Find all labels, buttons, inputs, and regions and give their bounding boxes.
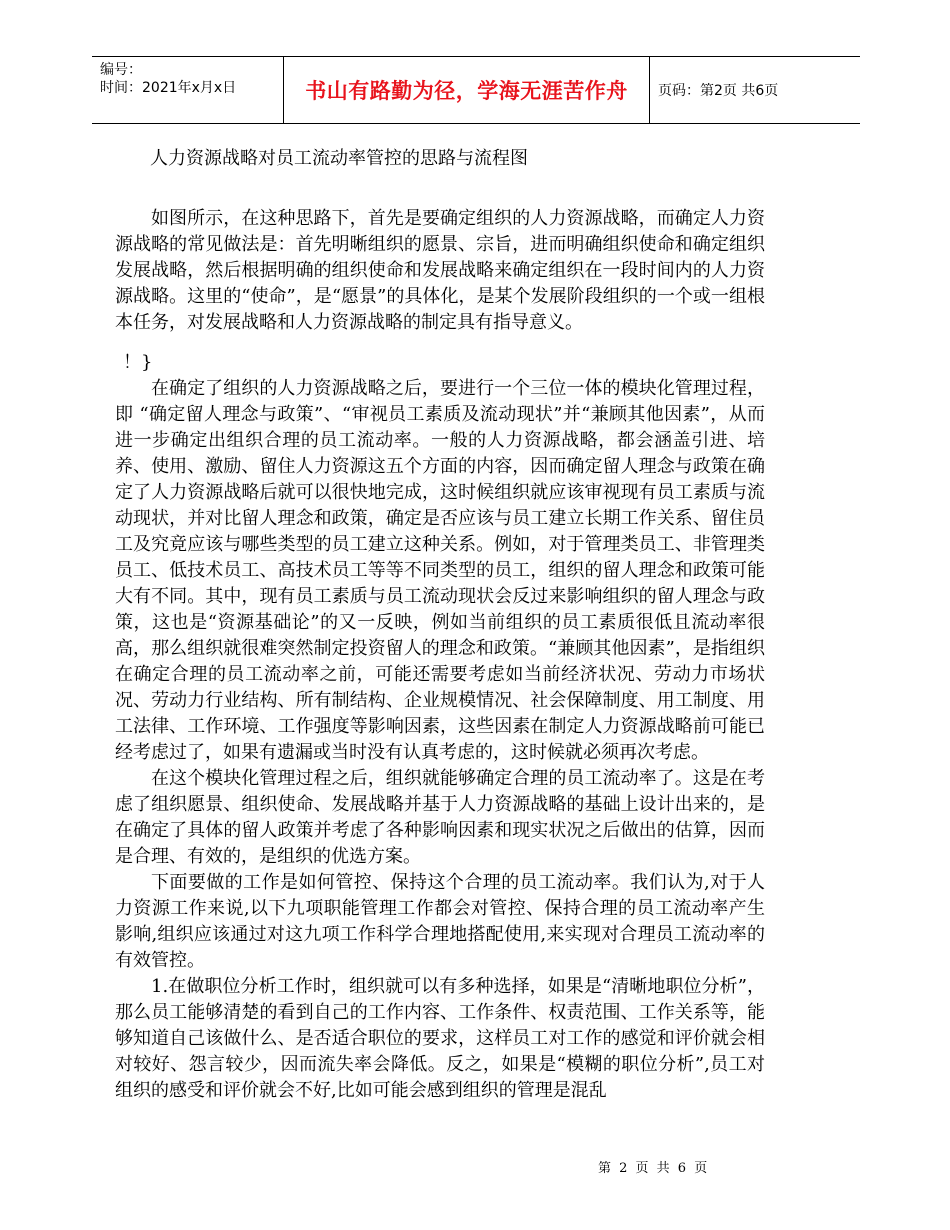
header-meta: [92, 57, 284, 123]
document-title: 人力资源战略对员工流动率管控的思路与流程图: [150, 148, 528, 169]
header-motto: 书山有路勤为径，学海无涯苦作舟: [305, 79, 628, 103]
page-footer: 第 2 页 共 6 页: [598, 1161, 710, 1176]
page-header: [92, 56, 860, 124]
document-time: 时间：2021年x月x日: [100, 80, 237, 96]
stray-mark: ！}: [123, 352, 153, 373]
header-motto-cell: [284, 57, 650, 123]
document-number-label: 编号：: [100, 62, 142, 78]
paragraph-job-analysis: 1.在做职位分析工作时，组织就可以有多种选择，如果是“清晰地职位分析”，那么员工能够清楚的看到自己的工作内容、工作条件、权责范围、工作关系等，能够知道自己该做什么、是否适合职位的要求，这样员工对工作的感觉和评价就会相对较好、怨言较少，因而流失率会降低。反之，如果是“模糊的职位分析”,员工对组织的感受和评价就会不好,比如可能会感到组织的管理是混乱: [115, 976, 765, 1101]
paragraph-intro: 如图所示，在这种思路下，首先是要确定组织的人力资源战略，而确定人力资源战略的常见做法是：首先明晰组织的愿景、宗旨，进而明确组织使命和确定组织发展战略，然后根据明确的组织使命和发展战略来确定组织在一段时间内的人力资源战略。这里的“使命”，是“愿景”的具体化，是某个发展阶段组织的一个或一组根本任务，对发展战略和人力资源战略的制定具有指导意义。: [115, 208, 765, 333]
header-page-info: 页码：第2页 共6页: [658, 83, 779, 99]
paragraph-nine-functions: 下面要做的工作是如何管控、保持这个合理的员工流动率。我们认为,对于人力资源工作来说,以下九项职能管理工作都会对管控、保持合理的员工流动率产生影响,组织应该通过对这九项工作科学合理地搭配使用,来实现对合理员工流动率的有效管控。: [115, 872, 765, 971]
paragraph-reasonable-rate: 在这个模块化管理过程之后，组织就能够确定合理的员工流动率了。这是在考虑了组织愿景、组织使命、发展战略并基于人力资源战略的基础上设计出来的，是在确定了具体的留人政策并考虑了各种影响因素和现实状况之后做出的估算，因而是合理、有效的，是组织的优选方案。: [115, 768, 765, 867]
document-body: [115, 206, 765, 1104]
paragraph-module-process: 在确定了组织的人力资源战略之后，要进行一个三位一体的模块化管理过程，即 “确定留人理念与政策”、“审视员工素质及流动现状”并“兼顾其他因素”，从而进一步确定出组织合理的员工流动率。一般的人力资源战略，都会涵盖引进、培养、使用、激励、留住人力资源这五个方面的内容，因而确定留人理念与政策在确定了人力资源战略后就可以很快地完成，这时候组织就应该审视现有员工素质与流动现状，并对比留人理念和政策，确定是否应该与员工建立长期工作关系、留住员工及究竟应该与哪些类型的员工建立这种关系。例如，对于管理类员工、非管理类员工、低技术员工、高技术员工等等不同类型的员工，组织的留人理念和政策可能大有不同。其中，现有员工素质与员工流动现状会反过来影响组织的留人理念与政策，这也是“资源基础论”的又一反映，例如当前组织的员工素质很低且流动率很高，那么组织就很难突然制定投资留人的理念和政策。“兼顾其他因素”，是指组织在确定合理的员工流动率之前，可能还需要考虑如当前经济状况、劳动力市场状况、劳动力行业结构、所有制结构、企业规模情况、社会保障制度、用工制度、用工法律、工作环境、工作强度等影响因素，这些因素在制定人力资源战略前可能已经考虑过了，如果有遗漏或当时没有认真考虑的，这时候就必须再次考虑。: [115, 378, 765, 763]
